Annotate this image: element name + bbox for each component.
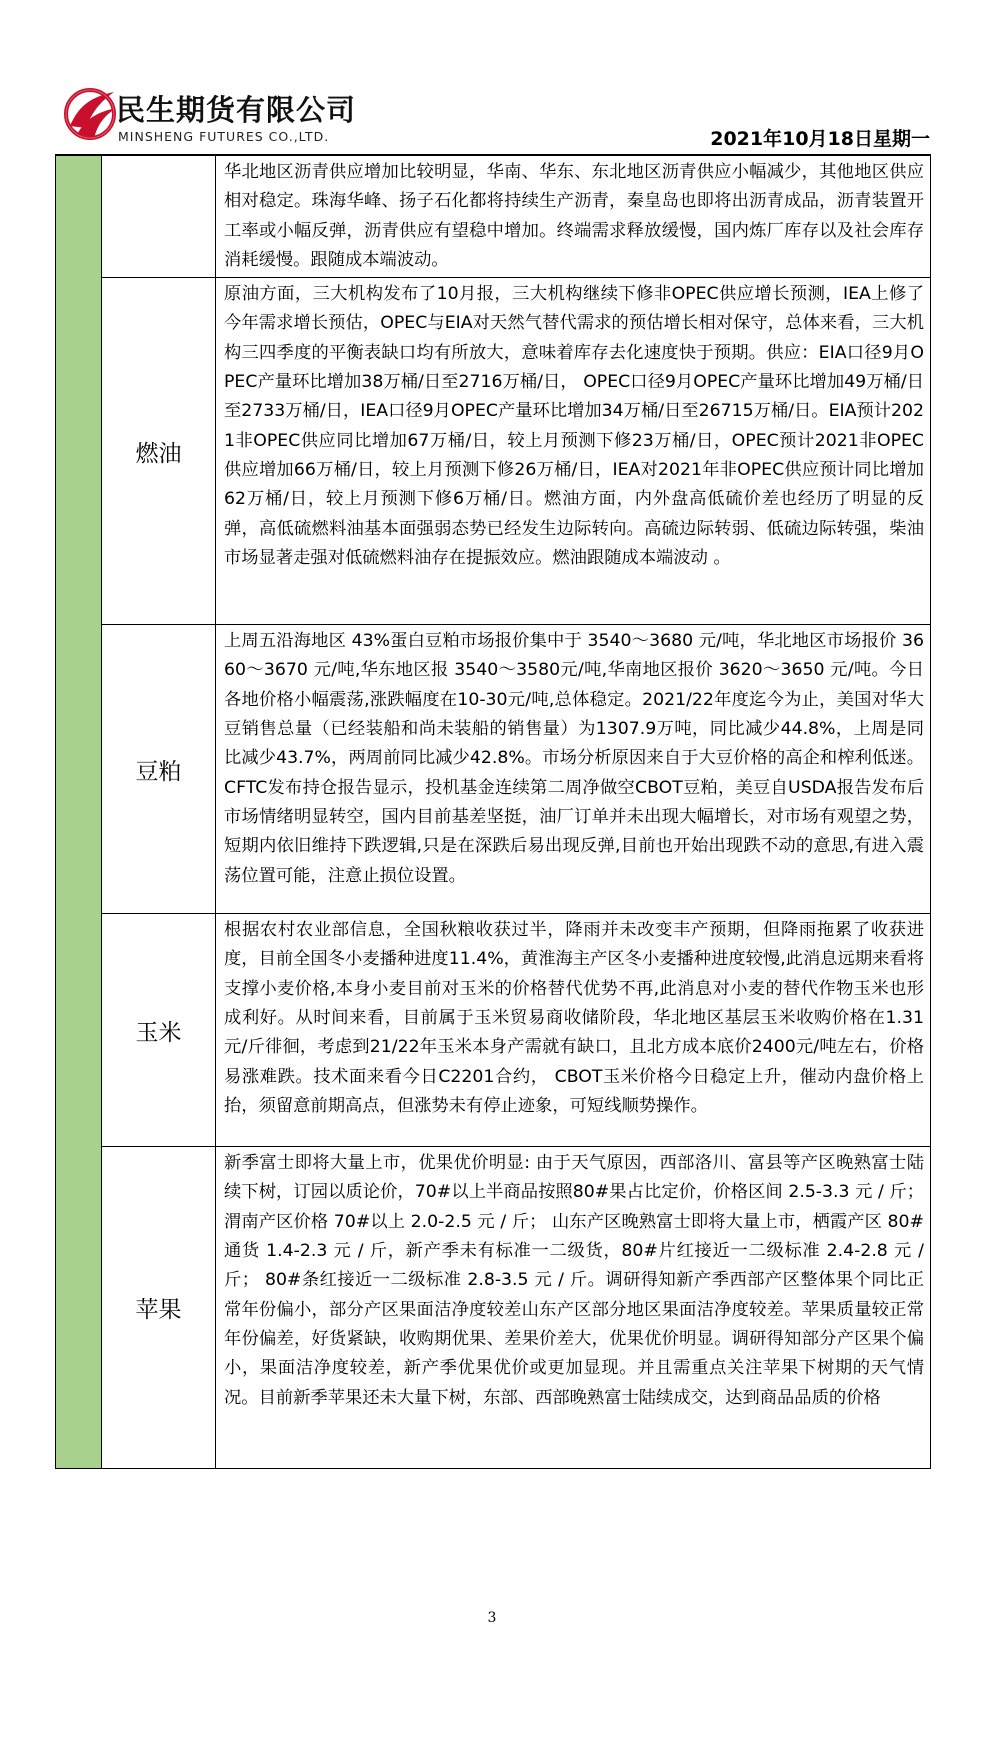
table-row — [56, 1147, 931, 1469]
category-cell: 燃油 — [102, 278, 216, 625]
logo-english-name: MINSHENG FUTURES CO.,LTD. — [118, 129, 330, 144]
table-row — [56, 156, 931, 278]
minsheng-logo-icon — [62, 82, 120, 148]
category-cell: 豆粕 — [102, 625, 216, 914]
category-cell — [102, 156, 216, 278]
table-row — [56, 625, 931, 914]
table-row — [56, 914, 931, 1147]
analysis-text: 原油方面，三大机构发布了10月报，三大机构继续下修非OPEC供应增长预测，IEA上修了今年需求增长预估，OPEC与EIA对天然气替代需求的预估增长相对保守，总体来看，三大机构三四季度的平衡表缺口均有所放大，意味着库存去化速度快于预期。供应：EIA口径9月OPEC产量环比增加38万桶/日至2716万桶/日， OPEC口径9月OPEC产量环比增加49万桶/日至2733万桶/日，IEA口径9月OPEC产量环比增加34万桶/日至26715万桶/日。EIA预计2021非OPEC供应同比增加67万桶/日，较上月预测下修23万桶/日，OPEC预计2021非OPEC供应增加66万桶/日，较上月预测下修26万桶/日，IEA对2021年非OPEC供应预计同比增加62万桶/日，较上月预测下修6万桶/日。燃油方面，内外盘高低硫价差也经历了明显的反弹，高低硫燃料油基本面强弱态势已经发生边际转向。高硫边际转弱、低硫边际转强，柴油市场显著走强对低硫燃料油存在提振效应。燃油跟随成本端波动 。 — [216, 278, 931, 625]
analysis-text: 新季富士即将大量上市，优果优价明显: 由于天气原因，西部洛川、富县等产区晚熟富士陆续下树，订园以质论价，70#以上半商品按照80#果占比定价，价格区间 2.5-3.3 元 / 斤； 渭南产区价格 70#以上 2.0-2.5 元 / 斤； 山东产区晚熟富士即将大量上市，栖霞产区 80#通货 1.4-2.3 元 / 斤，新产季未有标准一二级货，80#片红接近一二级标准 2.4-2.8 元 / 斤； 80#条红接近一二级标准 2.8-3.5 元 / 斤。调研得知新产季西部产区整体果个同比正常年份偏小，部分产区果面洁净度较差山东产区部分地区果面洁净度较差。苹果质量较正常年份偏差，好货紧缺，收购期优果、差果价差大，优果优价明显。调研得知部分产区果个偏小，果面洁净度较差，新产季优果优价或更加显现。并且需重点关注苹果下树期的天气情况。目前新季苹果还未大量下树，东部、西部晚熟富士陆续成交，达到商品品质的价格 — [216, 1147, 931, 1469]
category-cell: 苹果 — [102, 1147, 216, 1469]
green-side-column — [56, 156, 102, 1469]
category-cell: 玉米 — [102, 914, 216, 1147]
page-number: 3 — [487, 1610, 497, 1626]
analysis-text: 根据农村农业部信息，全国秋粮收获过半，降雨并未改变丰产预期，但降雨拖累了收获进度，目前全国冬小麦播种进度11.4%，黄淮海主产区冬小麦播种进度较慢,此消息远期来看将支撑小麦价格,本身小麦目前对玉米的价格替代优势不再,此消息对小麦的替代作物玉米也形成利好。从时间来看，目前属于玉米贸易商收储阶段，华北地区基层玉米收购价格在1.31元/斤徘徊，考虑到21/22年玉米本身产需就有缺口，且北方成本底价2400元/吨左右，价格易涨难跌。技术面来看今日C2201合约， CBOT玉米价格今日稳定上升，催动内盘价格上抬，须留意前期高点，但涨势未有停止迹象，可短线顺势操作。 — [216, 914, 931, 1147]
commodity-table — [55, 155, 931, 1469]
report-date: 2021年10月18日星期一 — [710, 128, 930, 150]
logo-chinese-name: 民生期货有限公司 — [116, 93, 357, 127]
analysis-text: 上周五沿海地区 43%蛋白豆粕市场报价集中于 3540～3680 元/吨，华北地区市场报价 3660～3670 元/吨,华东地区报 3540～3580元/吨,华南地区报价 3620～3650 元/吨。今日各地价格小幅震荡,涨跌幅度在10-30元/吨,总体稳定。2021/22年度迄今为止，美国对华大豆销售总量（已经装船和尚未装船的销售量）为1307.9万吨，同比减少44.8%，上周是同比减少43.7%，两周前同比减少42.8%。市场分析原因来自于大豆价格的高企和榨利低迷。CFTC发布持仓报告显示，投机基金连续第二周净做空CBOT豆粕，美豆自USDA报告发布后市场情绪明显转空，国内目前基差坚挺，油厂订单并未出现大幅增长，对市场有观望之势，短期内依旧维持下跌逻辑,只是在深跌后易出现反弹,目前也开始出现跌不动的意思,有进入震荡位置可能，注意止损位设置。 — [216, 625, 931, 914]
company-logo — [62, 82, 362, 152]
table-row — [56, 278, 931, 625]
analysis-text: 华北地区沥青供应增加比较明显，华南、华东、东北地区沥青供应小幅减少，其他地区供应相对稳定。珠海华峰、扬子石化都将持续生产沥青，秦皇岛也即将出沥青成品，沥青装置开工率或小幅反弹，沥青供应有望稳中增加。终端需求释放缓慢，国内炼厂库存以及社会库存消耗缓慢。跟随成本端波动。 — [216, 156, 931, 278]
